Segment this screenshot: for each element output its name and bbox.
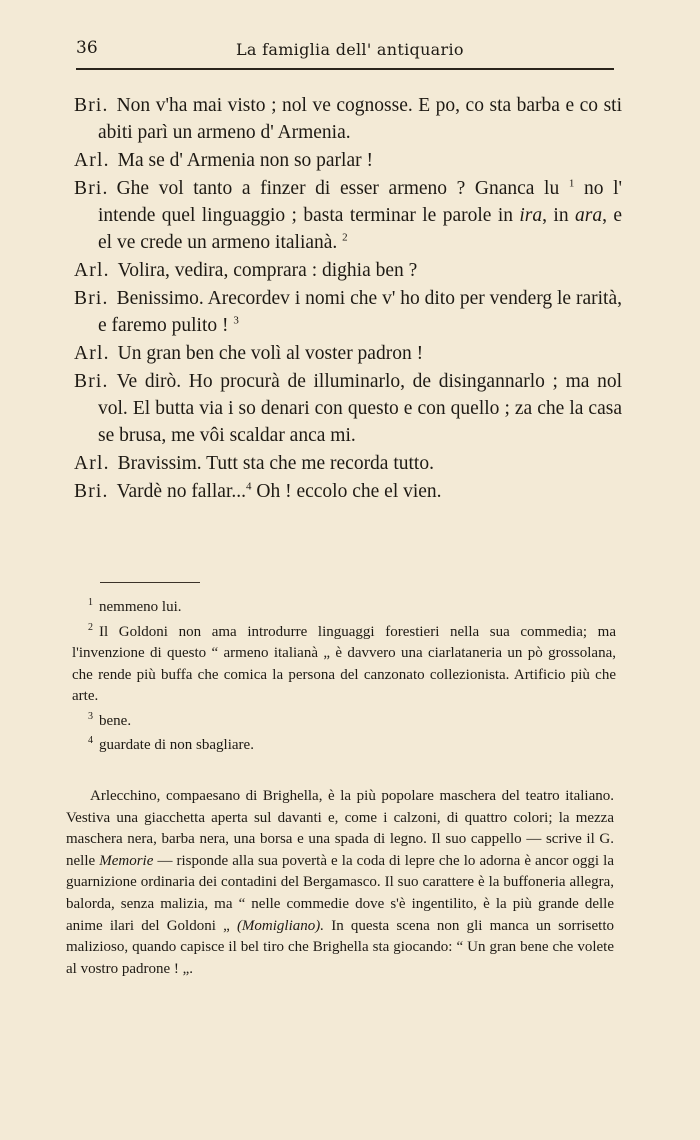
text-run: Oh ! eccolo che el vien.	[251, 481, 442, 502]
speaker-name: Bri.	[74, 178, 109, 199]
text-run: Vardè no fallar...	[116, 481, 247, 502]
footnote-number: 4	[88, 735, 93, 746]
italic-text: ira	[519, 205, 543, 226]
footnote-ref: 2	[342, 231, 348, 244]
footnote-number: 1	[88, 597, 93, 608]
footnote	[72, 597, 616, 619]
footnote	[72, 735, 616, 757]
text-run: Non v'ha mai visto ; nol ve cognosse. E po, co sta barba e co sti abiti parì un armeno d' Armenia.	[98, 95, 622, 143]
text-run: , e el ve crede un armeno italianà.	[98, 205, 622, 253]
text-run: Ma se d' Armenia non so parlar !	[117, 150, 373, 171]
footnote-number: 2	[88, 621, 93, 633]
text-run: Ghe vol tanto a finzer di esser armeno ? Gnanca lu	[116, 178, 569, 199]
speech-line	[74, 450, 622, 477]
speech-line	[74, 92, 622, 146]
footnote	[72, 711, 616, 733]
speaker-name: Arl.	[74, 150, 110, 171]
text-run: — risponde alla sua povertà e la coda di lepre che lo adorna è ancor oggi la guarnizione ordinaria dei contadini del Bergamasco. Il suo carattere è la buffoneria allegra, balorda, senza malizia, ma “ nelle commedie dove s'è ingentilito, è la più grande delle anime ilari del Goldoni „	[66, 852, 614, 934]
footnote	[72, 622, 616, 708]
speech-line	[74, 285, 622, 339]
speech-line	[74, 147, 622, 174]
footnote-ref: 1	[568, 177, 575, 190]
text-run: Ve dirò. Ho procurà de illuminarlo, de disingannarlo ; ma nol vol. El butta via i so denari con questo e con quello ; za che la casa se brusa, me vôi scaldar anca mi.	[98, 371, 622, 446]
footnote-rule	[100, 582, 200, 583]
speech-line	[74, 257, 622, 284]
italic-text: Memorie	[99, 852, 154, 869]
running-title: La famiglia dell' antiquario	[236, 40, 464, 59]
footnote-text: nemmeno lui.	[99, 599, 182, 615]
speaker-name: Arl.	[74, 343, 110, 364]
text-run: , in	[542, 205, 575, 226]
speech-line	[74, 175, 622, 256]
speaker-name: Bri.	[74, 481, 109, 502]
footnote-text: Il Goldoni non ama introdurre linguaggi forestieri nella sua commedia; ma l'invenzione di questo “ armeno italianà „ è davvero una ciarlataneria un pò grossolana, che rende più buffa che comica la persona del canzonato collezionista. Artificio più che arte.	[72, 623, 616, 704]
speaker-name: Bri.	[74, 288, 109, 309]
text-run: Un gran ben che volì al voster padron !	[117, 343, 424, 364]
page-number: 36	[76, 38, 98, 58]
page-header	[76, 34, 614, 70]
footnotes-block	[72, 582, 616, 760]
text-run: Benissimo. Arecordev i nomi che v' ho dito per venderg le rarità, e faremo pulito !	[98, 288, 622, 336]
footnote-ref: 4	[246, 480, 252, 493]
text-run: Bravissim. Tutt sta che me recorda tutto.	[117, 453, 434, 474]
text-run: Arlecchino, compaesano di Brighella, è la più popolare maschera del teatro italiano. Vestiva una giacchetta aperta sul davanti e, come i calzoni, di quattro colori; la mezza maschera nera, barba nera, una borsa e una spada di legno. Il suo cappello — scrive il G. nelle	[66, 788, 614, 869]
speaker-name: Bri.	[74, 371, 109, 392]
commentary-paragraph	[66, 786, 614, 980]
speech-line	[74, 478, 622, 505]
text-run: In questa scena non gli manca un sorrisetto malizioso, quando capisce il bel tiro che Brighella sta giocando: “ Un gran bene che volete al vostro padrone ! „.	[66, 917, 614, 977]
footnote-number: 3	[88, 710, 93, 722]
text-run: no l' intende quel linguaggio ; basta terminar le parole in	[98, 178, 622, 226]
footnote-text: guardate di non sbagliare.	[99, 737, 254, 753]
speech-line	[74, 340, 622, 367]
italic-text: (Momigliano).	[236, 917, 325, 934]
italic-text: ara	[574, 205, 603, 226]
dialogue-block	[74, 92, 622, 506]
speaker-name: Bri.	[74, 95, 109, 116]
footnote-text: bene.	[99, 712, 132, 729]
text-run: Volira, vedira, comprara : dighia ben ?	[117, 260, 418, 281]
speech-line	[74, 368, 622, 449]
speaker-name: Arl.	[74, 260, 110, 281]
footnote-ref: 3	[233, 314, 239, 327]
speaker-name: Arl.	[74, 453, 110, 474]
